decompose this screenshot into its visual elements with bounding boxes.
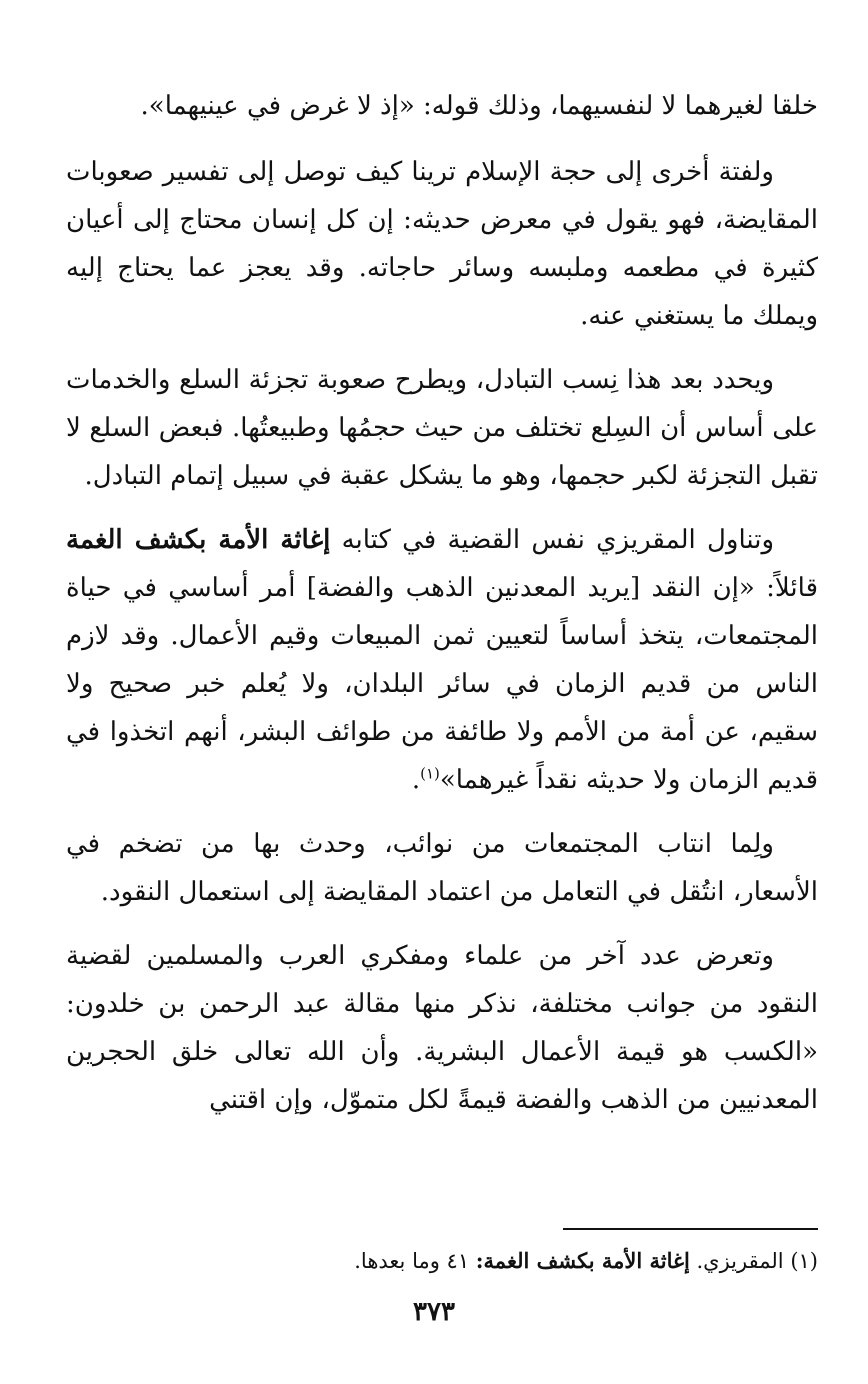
paragraph-4-lead: وتناول المقريزي نفس القضية في كتابه [341,525,774,555]
page-number: ٣٧٣ [413,1297,455,1327]
paragraph-1: خلقا لغيرهما لا لنفسيهما، وذلك قوله: «إذ لا غرض في عينيهما». [140,91,818,121]
paragraph-6: وتعرض عدد آخر من علماء ومفكري العرب والمسلمين لقضية النقود من جوانب مختلفة، نذكر منها مقالة عبد الرحمن بن خلدون: «الكسب هو قيمة الأعمال البشرية. وأن الله تعالى خلق الحجرين المعدنيين من الذهب والفضة قيمةً لكل متموّل، وإن اقتني [66,941,818,1115]
paragraph-2: ولفتة أخرى إلى حجة الإسلام ترينا كيف توصل إلى تفسير صعوبات المقايضة، فهو يقول في معرض حديثه: إن كل إنسان محتاج إلى أعيان كثيرة في مطعمه وملبسه وسائر حاجاته. وقد يعجز عما يحتاج إليه ويملك ما يستغني عنه. [66,157,818,331]
footnote-title: إغاثة الأمة بكشف الغمة: [475,1248,690,1273]
paragraph-4-quote: قائلاً: «إن النقد [يريد المعدنين الذهب والفضة] أمر أساسي في حياة المجتمعات، يتخذ أساساً لتعيين ثمن المبيعات وقيم الأعمال. وقد لازم الناس من قديم الزمان في سائر البلدان، ولا يُعلم خبر صحيح ولا سقيم، عن أمة من الأمم ولا طائفة من طوائف البشر، أنهم اتخذوا في قديم الزمان ولا حديثه نقداً غيرهما» [66,573,818,795]
footnote-separator [563,1228,818,1230]
paragraph-5: ولِما انتاب المجتمعات من نوائب، وحدث بها من تضخم في الأسعار، انتُقل في التعامل من اعتماد المقايضة إلى استعمال النقود. [66,829,818,907]
paragraph-3: ويحدد بعد هذا نِسب التبادل، ويطرح صعوبة تجزئة السلع والخدمات على أساس أن السِلع تختلف من حيث حجمُها وطبيعتُها. فبعض السلع لا تقبل التجزئة لكبر حجمها، وهو ما يشكل عقبة في سبيل إتمام التبادل. [66,365,818,491]
paragraph-4-end: . [411,765,421,795]
footnote-number: (١) [790,1249,818,1273]
book-title-bold: إغاثة الأمة بكشف الغمة [66,525,331,555]
footnote-reference: (١) [420,764,440,783]
page-body [66,82,818,1140]
paragraph-4 [66,516,818,804]
footnote-pages: ٤١ وما بعدها. [354,1249,470,1273]
footnote-author: المقريزي. [696,1249,784,1273]
footnote [66,1243,818,1279]
